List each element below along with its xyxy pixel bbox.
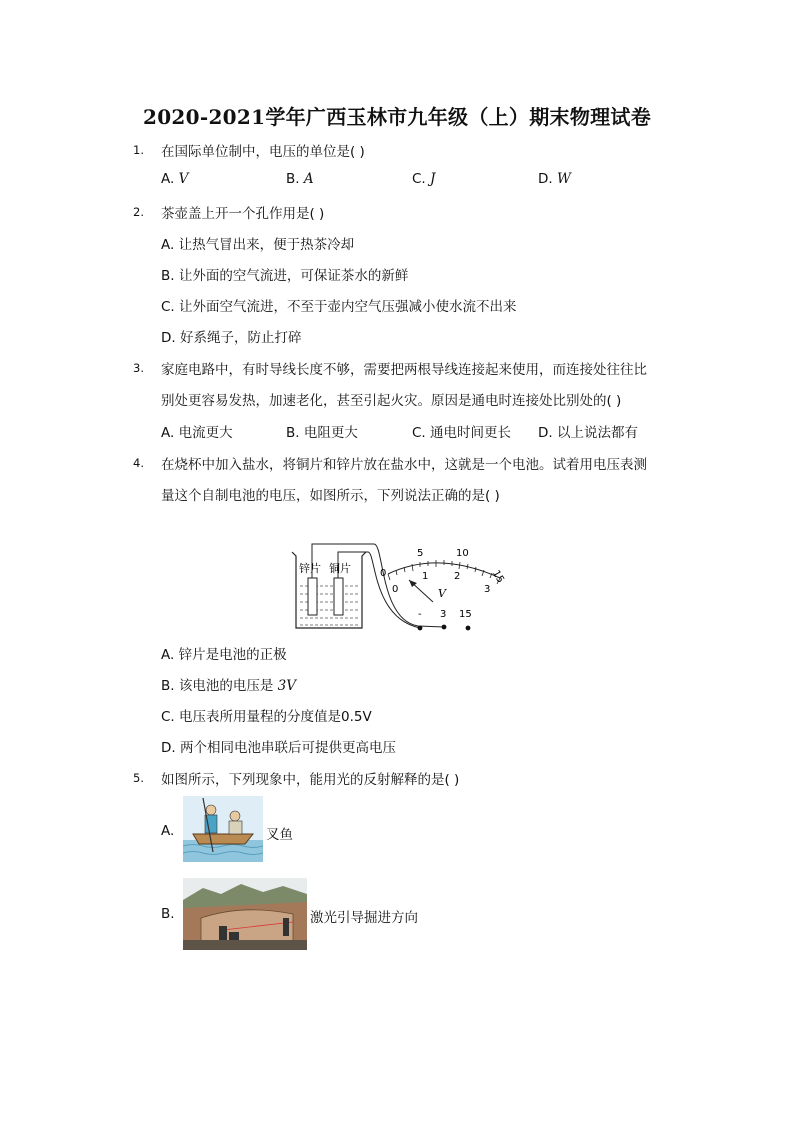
- question-1-stem: 在国际单位制中，电压的单位是( ): [161, 144, 365, 160]
- q1-option-b-text: A: [303, 171, 314, 187]
- question-3-stem-line2: 别处更容易发热，加速老化，甚至引起火灾。原因是通电时连接处比别处的( ): [161, 393, 622, 409]
- terminal-3-label: 3: [440, 609, 447, 620]
- q1-option-d-text: W: [556, 171, 571, 187]
- q2-option-b: B. 让外面的空气流进，可保证茶水的新鲜: [161, 268, 409, 284]
- terminal-15: [466, 626, 471, 631]
- scale-top-10: 10: [456, 548, 469, 559]
- q3-option-a: A. 电流更大: [161, 425, 233, 441]
- q4-option-b: [161, 674, 296, 694]
- q2-option-d: D. 好系绳子，防止打碎: [161, 330, 302, 346]
- scale-top-0: 0: [380, 568, 387, 579]
- question-number-2: 2.: [133, 205, 144, 219]
- q5-option-a-caption: 叉鱼: [266, 827, 293, 843]
- q3-option-b: B. 电阻更大: [286, 425, 358, 441]
- question-4-stem-line1: 在烧杯中加入盐水，将铜片和锌片放在盐水中，这就是一个电池。试着用电压表测: [161, 457, 647, 473]
- question-number-5: 5.: [133, 771, 144, 785]
- question-5-stem: 如图所示，下列现象中，能用光的反射解释的是( ): [161, 772, 460, 788]
- terminal-3: [442, 625, 447, 630]
- terminal-negative-label: -: [418, 609, 422, 620]
- copper-label: 铜片: [329, 562, 351, 575]
- question-number-3: 3.: [133, 361, 144, 375]
- q5-option-a-letter: A.: [161, 823, 175, 839]
- q3-option-d: D. 以上说法都有: [538, 425, 638, 441]
- q1-option-c-letter: C.: [412, 171, 431, 187]
- q4-option-c: C. 电压表所用量程的分度值是0.5V: [161, 709, 372, 725]
- scale-top-15: 15: [489, 568, 506, 586]
- q4-option-d: D. 两个相同电池串联后可提供更高电压: [161, 740, 396, 756]
- meter-unit: V: [438, 587, 446, 600]
- q1-option-a: [161, 171, 188, 187]
- question-2-stem: 茶壶盖上开一个孔作用是( ): [161, 206, 325, 222]
- wire-zinc: [312, 544, 447, 627]
- q1-option-a-letter: A.: [161, 171, 179, 187]
- q4-option-a: A. 锌片是电池的正极: [161, 647, 287, 663]
- scale-bottom-2: 2: [454, 571, 461, 582]
- question-number-1: 1.: [133, 143, 144, 157]
- q2-option-a: A. 让热气冒出来，便于热茶冷却: [161, 237, 355, 253]
- meter-ticks: [388, 560, 500, 584]
- battery-voltmeter-figure: [288, 540, 508, 635]
- q1-option-a-text: V: [178, 171, 189, 187]
- question-3-stem-line1: 家庭电路中，有时导线长度不够，需要把两根导线连接起来使用，而连接处往往比: [161, 362, 647, 378]
- q1-option-b-letter: B.: [286, 171, 304, 187]
- scale-bottom-0: 0: [392, 584, 399, 595]
- scale-bottom-1: 1: [422, 571, 429, 582]
- fishing-boat-image: [183, 796, 263, 862]
- q1-option-c: [412, 171, 435, 187]
- terminal-15-label: 15: [459, 609, 472, 620]
- question-4-stem-line2: 量这个自制电池的电压，如图所示，下列说法正确的是( ): [161, 488, 500, 504]
- q1-option-b: [286, 171, 314, 187]
- terminal-negative: [418, 626, 423, 631]
- q1-option-d-letter: D.: [538, 171, 557, 187]
- q4-option-b-unit: 3V: [277, 678, 296, 694]
- q1-option-d: [538, 171, 571, 187]
- question-number-4: 4.: [133, 456, 144, 470]
- tunnel-laser-image: [183, 878, 307, 950]
- q5-option-b-caption: 激光引导掘进方向: [310, 910, 418, 926]
- zinc-plate: [308, 578, 317, 615]
- zinc-label: 锌片: [299, 562, 321, 575]
- q5-option-b-letter: B.: [161, 906, 175, 922]
- q1-option-c-text: J: [430, 171, 436, 187]
- q4-option-b-text: B. 该电池的电压是: [161, 678, 278, 694]
- copper-plate: [334, 578, 343, 615]
- scale-top-5: 5: [417, 548, 424, 559]
- q2-option-c: C. 让外面空气流进，不至于壶内空气压强减小使水流不出来: [161, 299, 517, 315]
- q3-option-c: C. 通电时间更长: [412, 425, 512, 441]
- page-title: 2020-2021学年广西玉林市九年级（上）期末物理试卷: [142, 105, 652, 129]
- scale-bottom-3: 3: [484, 584, 491, 595]
